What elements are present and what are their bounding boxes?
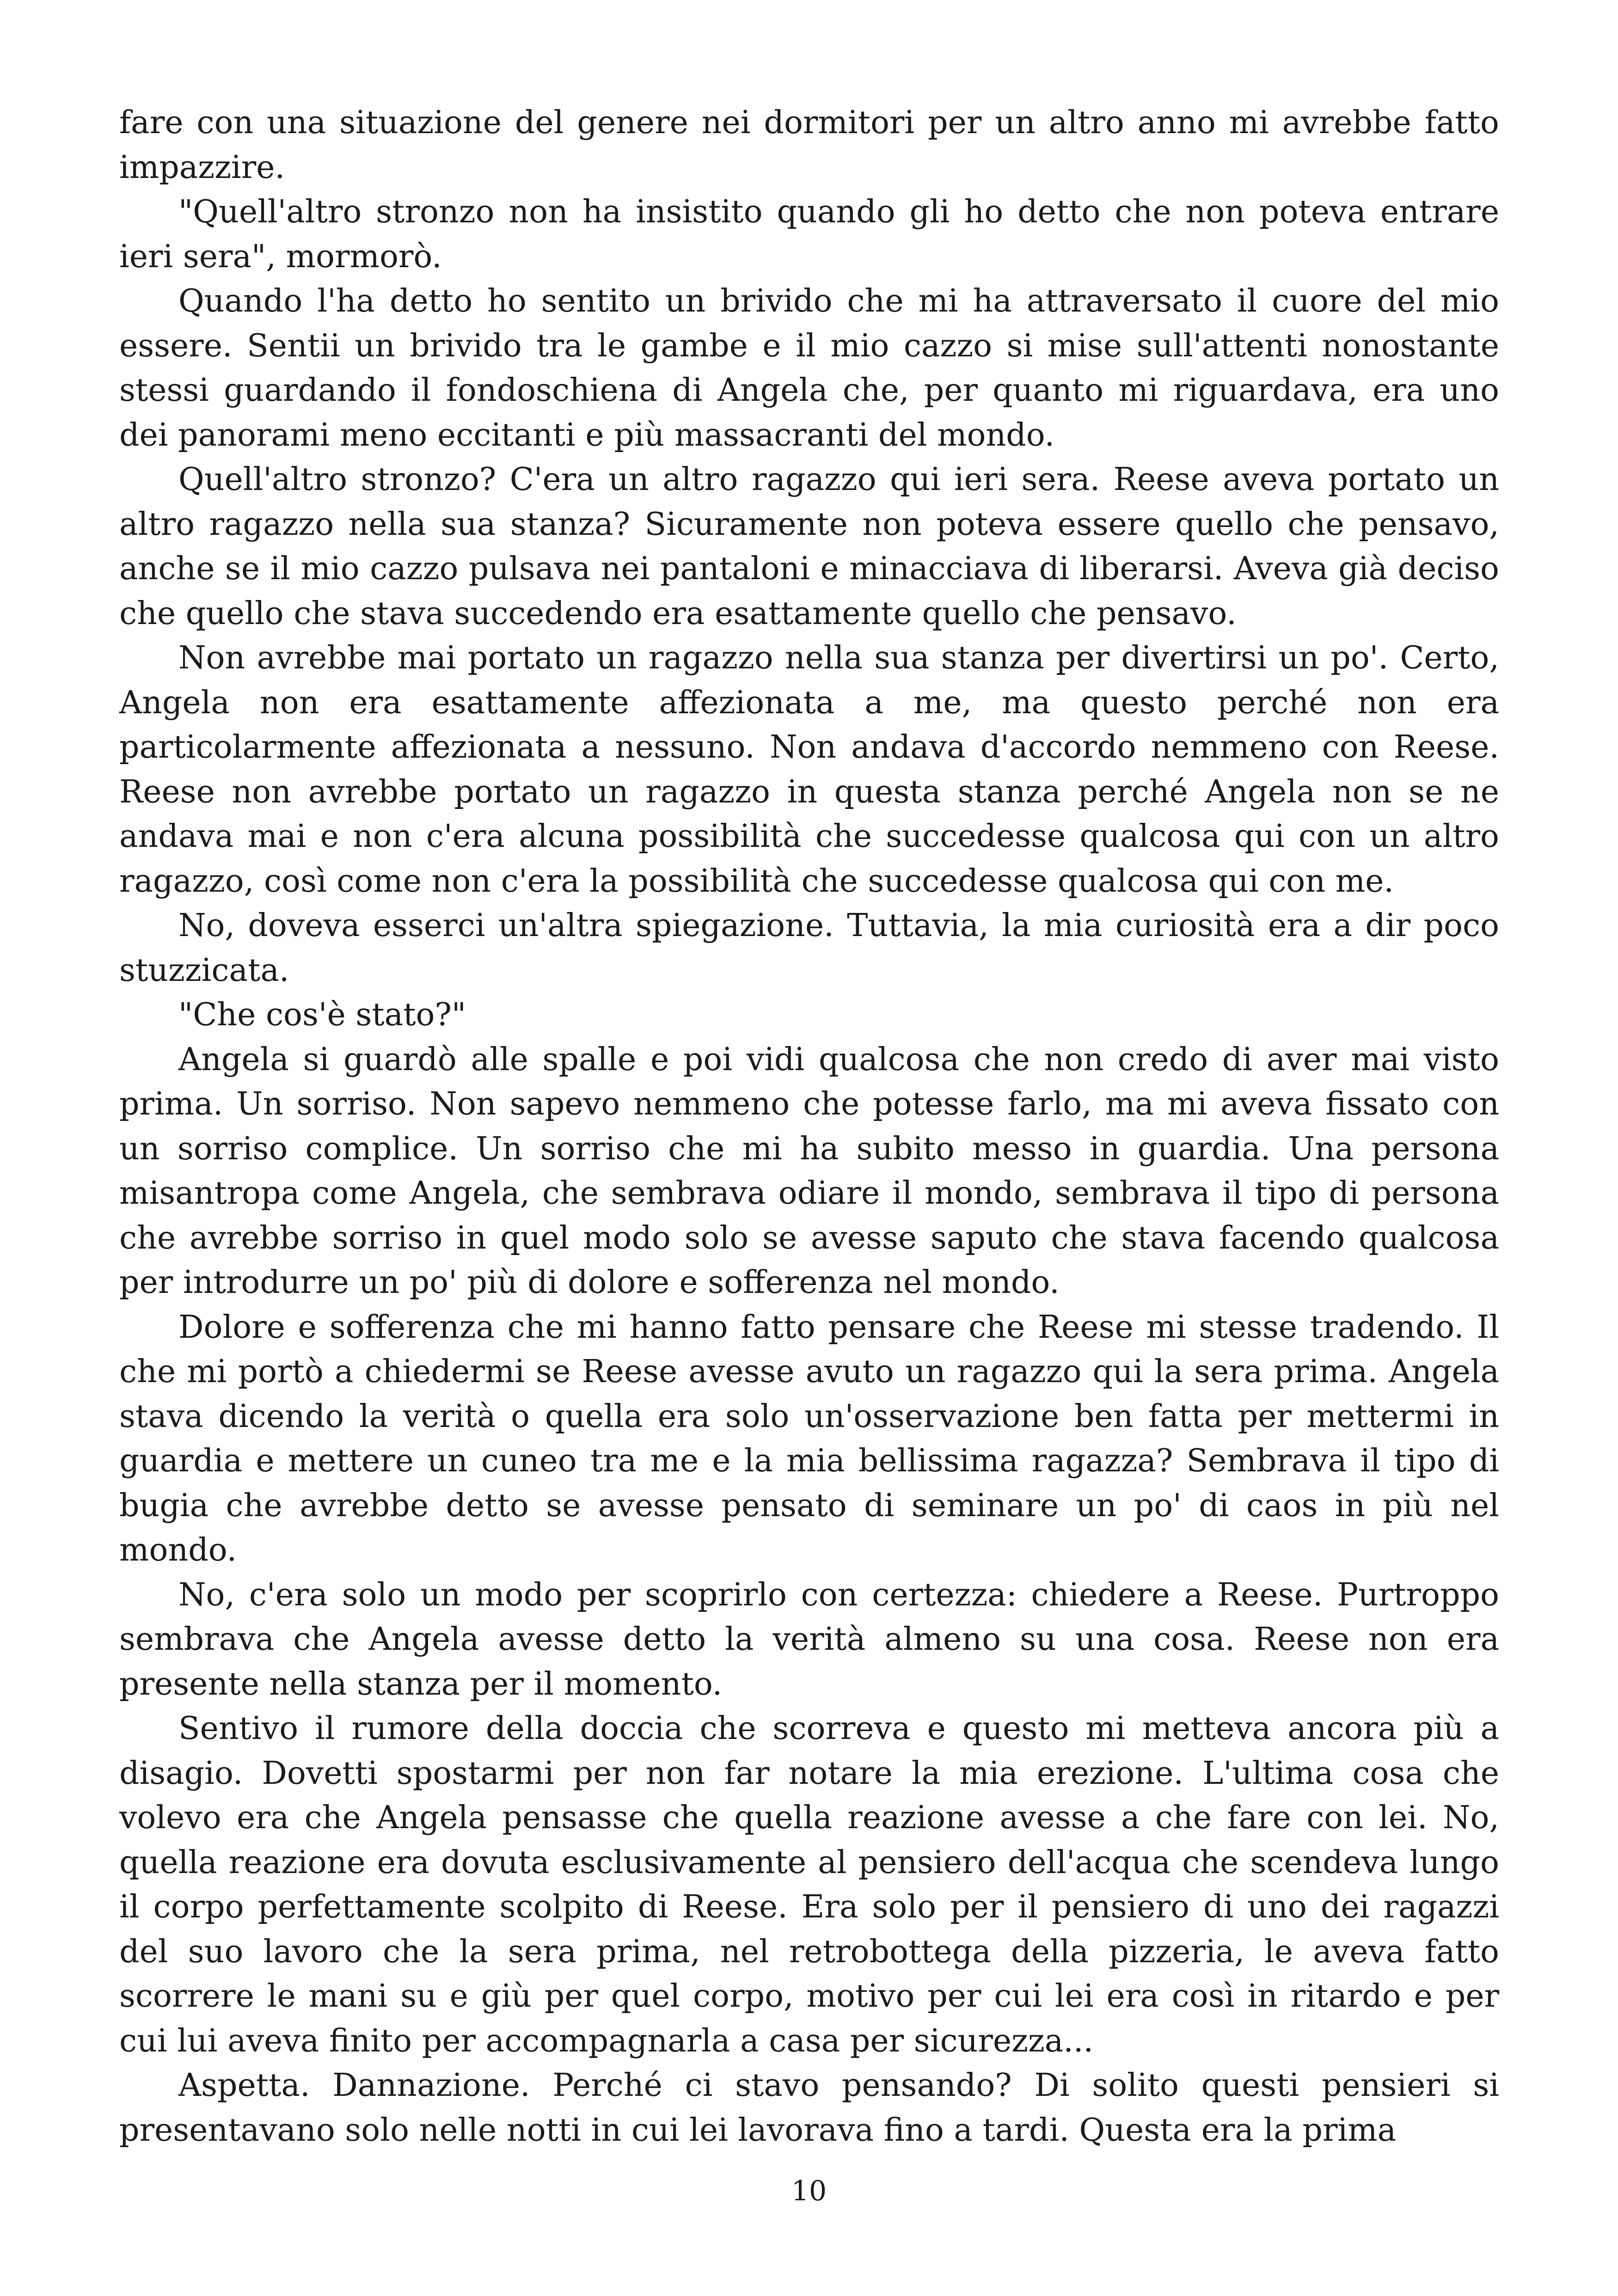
paragraph-5: Non avrebbe mai portato un ragazzo nella sua stanza per divertirsi un po'. Certo, Angela non era esattamente affezionata a me, ma questo perché non era particolarmente affezionata a nessuno. Non andava d'accordo nemmeno con Reese. Reese non avrebbe portato un ragazzo in questa stanza perché Angela non se ne andava mai e non c'era alcuna possibilità che succedesse qualcosa qui con un altro ragazzo, così come non c'era la possibilità che succedesse qualcosa qui con me.: [119, 640, 1499, 900]
paragraph-12: Aspetta. Dannazione. Perché ci stavo pensando? Di solito questi pensieri si presentavano solo nelle notti in cui lei lavorava fino a tardi. Questa era la prima: [119, 2067, 1499, 2149]
paragraph-3: Quando l'ha detto ho sentito un brivido che mi ha attraversato il cuore del mio essere. Sentii un brivido tra le gambe e il mio cazzo si mise sull'attenti nonostante stessi guardando il fondoschiena di Angela che, per quanto mi riguardava, era uno dei panorami meno eccitanti e più massacranti del mondo.: [119, 283, 1499, 453]
paragraph-2: "Quell'altro stronzo non ha insistito quando gli ho detto che non poteva entrare ieri sera", mormorò.: [119, 194, 1499, 275]
paragraph-6: No, doveva esserci un'altra spiegazione. Tuttavia, la mia curiosità era a dir poco stuzzicata.: [119, 907, 1499, 989]
paragraph-11: Sentivo il rumore della doccia che scorreva e questo mi metteva ancora più a disagio. Dovetti spostarmi per non far notare la mia erezione. L'ultima cosa che volevo era che Angela pensasse che quella reazione avesse a che fare con lei. No, quella reazione era dovuta esclusivamente al pensiero dell'acqua che scendeva lungo il corpo perfettamente scolpito di Reese. Era solo per il pensiero di uno dei ragazzi del suo lavoro che la sera prima, nel retrobottega della pizzeria, le aveva fatto scorrere le mani su e giù per quel corpo, motivo per cui lei era così in ritardo e per cui lui aveva finito per accompagnarla a casa per sicurezza...: [119, 1710, 1499, 2059]
paragraph-4: Quell'altro stronzo? C'era un altro ragazzo qui ieri sera. Reese aveva portato un altro ragazzo nella sua stanza? Sicuramente non poteva essere quello che pensavo, anche se il mio cazzo pulsava nei pantaloni e minacciava di liberarsi. Aveva già deciso che quello che stava succedendo era esattamente quello che pensavo.: [119, 461, 1499, 632]
body-text: [119, 101, 1499, 2153]
paragraph-1: fare con una situazione del genere nei dormitori per un altro anno mi avrebbe fatto impazzire.: [119, 104, 1499, 186]
paragraph-7: "Che cos'è stato?": [178, 997, 466, 1033]
paragraph-8: Angela si guardò alle spalle e poi vidi qualcosa che non credo di aver mai visto prima. Un sorriso. Non sapevo nemmeno che potesse farlo, ma mi aveva fissato con un sorriso complice. Un sorriso che mi ha subito messo in guardia. Una persona misantropa come Angela, che sembrava odiare il mondo, sembrava il tipo di persona che avrebbe sorriso in quel modo solo se avesse saputo che stava facendo qualcosa per introdurre un po' più di dolore e sofferenza nel mondo.: [119, 1041, 1499, 1301]
paragraph-9: Dolore e sofferenza che mi hanno fatto pensare che Reese mi stesse tradendo. Il che mi portò a chiedermi se Reese avesse avuto un ragazzo qui la sera prima. Angela stava dicendo la verità o quella era solo un'osservazione ben fatta per mettermi in guardia e mettere un cuneo tra me e la mia bellissima ragazza? Sembrava il tipo di bugia che avrebbe detto se avesse pensato di seminare un po' di caos in più nel mondo.: [119, 1309, 1499, 1568]
paragraph-10: No, c'era solo un modo per scoprirlo con certezza: chiedere a Reese. Purtroppo sembrava che Angela avesse detto la verità almeno su una cosa. Reese non era presente nella stanza per il momento.: [119, 1576, 1499, 1702]
page-number: 10: [791, 2175, 827, 2207]
